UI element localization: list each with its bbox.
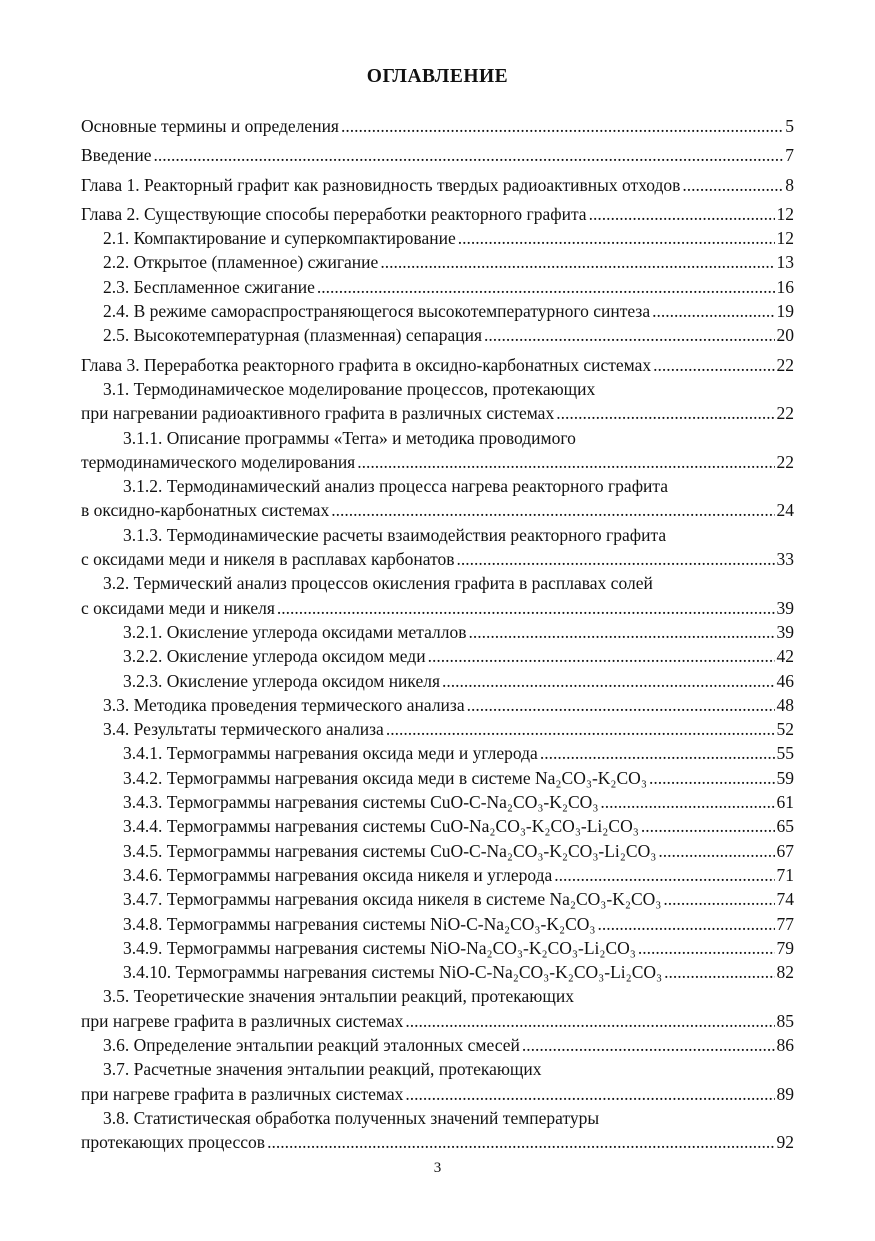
toc-entry[interactable] (81, 863, 794, 887)
toc-entry-page: 12 (776, 228, 794, 249)
toc-entry-page: 33 (776, 549, 794, 570)
toc-dot-leader (380, 250, 774, 274)
toc-dot-leader (589, 202, 775, 226)
toc-entry[interactable] (81, 226, 794, 250)
toc-entry[interactable] (81, 275, 794, 299)
toc-entry-page: 24 (776, 500, 794, 521)
toc-entry-page: 12 (776, 203, 794, 224)
toc-entry[interactable] (81, 1106, 794, 1130)
toc-entry-page: 79 (776, 937, 794, 958)
toc-dot-leader (664, 960, 774, 984)
toc-entry-title: 3.4.8. Термограммы нагревания системы NiO-C-Na₂CO₃-K₂CO₃ (123, 913, 596, 934)
toc-entry-title: 3.4.4. Термограммы нагревания системы CuO-Na₂CO₃-K₂CO₃-Li₂CO₃ (123, 816, 639, 837)
toc-entry-page: 67 (776, 840, 794, 861)
toc-entry-page: 52 (776, 719, 794, 740)
toc-dot-leader (267, 1130, 774, 1154)
toc-entry-title: 3.1.3. Термодинамические расчеты взаимодействия реакторного графита (123, 524, 667, 545)
toc-entry[interactable] (81, 644, 794, 668)
toc-entry[interactable] (81, 790, 794, 814)
toc-entry-page: 77 (776, 913, 794, 934)
toc-dot-leader (469, 620, 775, 644)
toc-entry-title: 3.2.1. Окисление углерода оксидами металлов (123, 621, 467, 642)
toc-dot-leader (442, 669, 774, 693)
toc-entry-page: 61 (776, 792, 794, 813)
toc-entry[interactable] (81, 887, 794, 911)
toc-entry-page: 46 (776, 670, 794, 691)
toc-entry-page: 65 (776, 816, 794, 837)
toc-dot-leader (658, 839, 774, 863)
toc-entry-title: при нагревании радиоактивного графита в различных системах (81, 403, 555, 424)
toc-entry-title: 3.2.3. Окисление углерода оксидом никеля (123, 670, 441, 691)
toc-entry[interactable] (81, 717, 794, 741)
toc-entry-page: 89 (776, 1083, 794, 1104)
toc-entry-title: 3.1.1. Описание программы «Terra» и методика проводимого (123, 427, 576, 448)
toc-entry[interactable] (81, 596, 794, 620)
toc-entry-title: 3.4.7. Термограммы нагревания оксида никеля в системе Na₂CO₃-K₂CO₃ (123, 889, 662, 910)
toc-entry[interactable] (81, 426, 794, 450)
toc-entry-title: 3.4.2. Термограммы нагревания оксида меди в системе Na₂CO₃-K₂CO₃ (123, 767, 647, 788)
toc-entry-title: Глава 3. Переработка реакторного графита в оксидно-карбонатных системах (81, 354, 652, 375)
toc-entry-title: 3.3. Методика проведения термического анализа (103, 694, 465, 715)
toc-entry[interactable] (81, 1033, 794, 1057)
toc-entry-page: 22 (776, 451, 794, 472)
toc-dot-leader (663, 887, 774, 911)
toc-dot-leader (317, 275, 775, 299)
toc-dot-leader (331, 498, 774, 522)
toc-dot-leader (682, 173, 783, 197)
toc-dot-leader (458, 226, 775, 250)
toc-entry-title: 3.4.6. Термограммы нагревания оксида никеля и углерода (123, 864, 553, 885)
toc-entry-page: 55 (776, 743, 794, 764)
toc-entry-title: 3.6. Определение энтальпии реакций эталонных смесей (103, 1034, 520, 1055)
toc-entry[interactable] (81, 250, 794, 274)
toc-entry[interactable] (81, 741, 794, 765)
toc-dot-leader (467, 693, 775, 717)
toc-entry-title: 3.4.5. Термограммы нагревания системы CuO-C-Na₂CO₃-K₂CO₃-Li₂CO₃ (123, 840, 657, 861)
toc-entry-page: 19 (776, 301, 794, 322)
toc-dot-leader (386, 717, 775, 741)
toc-entry[interactable] (81, 620, 794, 644)
toc-dot-leader (598, 912, 775, 936)
toc-entry[interactable] (81, 143, 794, 167)
toc-entry-title: 3.8. Статистическая обработка полученных значений температуры (103, 1107, 600, 1128)
toc-entry-title: 3.4. Результаты термического анализа (103, 719, 384, 740)
toc-entry-title: 3.2.2. Окисление углерода оксидом меди (123, 646, 426, 667)
toc-entry-page: 59 (776, 767, 794, 788)
toc-entry[interactable] (81, 450, 794, 474)
toc-entry-page: 74 (776, 889, 794, 910)
toc-dot-leader (405, 1082, 774, 1106)
toc-entry-title: 2.2. Открытое (пламенное) сжигание (103, 252, 379, 273)
toc-dot-leader (554, 863, 774, 887)
toc-entry-title: 3.4.10. Термограммы нагревания системы NiO-C-Na₂CO₃-K₂CO₃-Li₂CO₃ (123, 962, 663, 983)
toc-entry[interactable] (81, 1082, 794, 1106)
toc-entry-page: 39 (776, 597, 794, 618)
toc-entry[interactable] (81, 839, 794, 863)
toc-entry[interactable] (81, 984, 794, 1008)
toc-entry[interactable] (81, 523, 794, 547)
toc-entry-page: 86 (776, 1034, 794, 1055)
toc-dot-leader (357, 450, 774, 474)
toc-entry-title: 2.4. В режиме самораспространяющегося высокотемпературного синтеза (103, 301, 651, 322)
toc-entry[interactable] (81, 173, 794, 197)
toc-entry[interactable] (81, 202, 794, 226)
toc-dot-leader (405, 1009, 774, 1033)
table-of-contents (81, 114, 794, 1154)
toc-entry-title: Глава 2. Существующие способы переработки реакторного графита (81, 203, 587, 224)
toc-entry-title: с оксидами меди и никеля (81, 597, 275, 618)
toc-entry-page: 42 (776, 646, 794, 667)
toc-entry[interactable] (81, 571, 794, 595)
toc-entry-page: 71 (776, 864, 794, 885)
toc-entry-page: 85 (776, 1010, 794, 1031)
toc-dot-leader (652, 299, 774, 323)
toc-dot-leader (457, 547, 775, 571)
toc-dot-leader (522, 1033, 775, 1057)
toc-entry[interactable] (81, 669, 794, 693)
toc-entry[interactable] (81, 693, 794, 717)
toc-entry[interactable] (81, 498, 794, 522)
toc-entry-page: 22 (776, 403, 794, 424)
toc-dot-leader (540, 741, 775, 765)
toc-entry-title: 2.1. Компактирование и суперкомпактирование (103, 228, 456, 249)
toc-entry-page: 22 (776, 354, 794, 375)
toc-entry[interactable] (81, 1057, 794, 1081)
toc-entry[interactable] (81, 936, 794, 960)
toc-dot-leader (653, 353, 774, 377)
toc-entry-title: термодинамического моделирования (81, 451, 356, 472)
toc-entry-title: Глава 1. Реакторный графит как разновидность твердых радиоактивных отходов (81, 174, 681, 195)
toc-dot-leader (649, 766, 775, 790)
toc-dot-leader (484, 323, 775, 347)
toc-entry-title: 2.3. Беспламенное сжигание (103, 276, 315, 297)
toc-entry-page: 7 (785, 145, 794, 166)
toc-entry-page: 13 (776, 252, 794, 273)
toc-entry[interactable] (81, 377, 794, 401)
toc-entry[interactable] (81, 299, 794, 323)
toc-entry-title: в оксидно-карбонатных системах (81, 500, 330, 521)
toc-entry-title: при нагреве графита в различных системах (81, 1083, 404, 1104)
toc-entry-title: 3.4.1. Термограммы нагревания оксида меди и углерода (123, 743, 538, 764)
toc-entry-title: 3.7. Расчетные значения энтальпии реакций, протекающих (103, 1059, 542, 1080)
toc-entry[interactable] (81, 960, 794, 984)
toc-entry[interactable] (81, 114, 794, 138)
toc-entry-page: 8 (785, 174, 794, 195)
toc-dot-leader (341, 114, 783, 138)
toc-entry-title: с оксидами меди и никеля в расплавах карбонатов (81, 549, 455, 570)
toc-dot-leader (600, 790, 774, 814)
toc-entry-page: 82 (776, 962, 794, 983)
toc-entry-title: 3.4.3. Термограммы нагревания системы CuO-C-Na₂CO₃-K₂CO₃ (123, 792, 599, 813)
page-title: ОГЛАВЛЕНИЕ (366, 66, 509, 87)
toc-entry-title: 3.5. Теоретические значения энтальпии реакций, протекающих (103, 986, 574, 1007)
page-number: 3 (433, 1160, 442, 1176)
toc-entry-title: Введение (81, 145, 152, 166)
toc-dot-leader (428, 644, 775, 668)
toc-entry[interactable] (81, 474, 794, 498)
toc-entry-page: 48 (776, 694, 794, 715)
toc-entry[interactable] (81, 323, 794, 347)
toc-entry[interactable] (81, 814, 794, 838)
toc-entry-title: Основные термины и определения (81, 116, 339, 136)
toc-entry-page: 92 (776, 1132, 794, 1153)
toc-entry[interactable] (81, 912, 794, 936)
toc-entry-page: 39 (776, 621, 794, 642)
toc-entry-title: 3.4.9. Термограммы нагревания системы NiO-Na₂CO₃-K₂CO₃-Li₂CO₃ (123, 937, 636, 958)
toc-entry[interactable] (81, 1009, 794, 1033)
toc-dot-leader (641, 814, 775, 838)
toc-entry-page: 20 (776, 325, 794, 346)
toc-entry[interactable] (81, 401, 794, 425)
toc-entry-title: 2.5. Высокотемпературная (плазменная) сепарация (103, 325, 482, 346)
toc-entry[interactable] (81, 547, 794, 571)
toc-entry-title: 3.1.2. Термодинамический анализ процесса нагрева реакторного графита (123, 476, 669, 497)
toc-entry-page: 16 (776, 276, 794, 297)
toc-dot-leader (154, 143, 784, 167)
toc-dot-leader (638, 936, 775, 960)
toc-entry[interactable] (81, 1130, 794, 1154)
toc-dot-leader (277, 596, 775, 620)
toc-entry-title: протекающих процессов (81, 1132, 266, 1153)
toc-dot-leader (556, 401, 774, 425)
toc-entry[interactable] (81, 353, 794, 377)
toc-entry-title: 3.1. Термодинамическое моделирование процессов, протекающих (103, 378, 596, 399)
toc-entry[interactable] (81, 766, 794, 790)
toc-entry-title: 3.2. Термический анализ процессов окисления графита в расплавах солей (103, 573, 653, 594)
toc-entry-page: 5 (785, 116, 794, 136)
toc-entry-title: при нагреве графита в различных системах (81, 1010, 404, 1031)
